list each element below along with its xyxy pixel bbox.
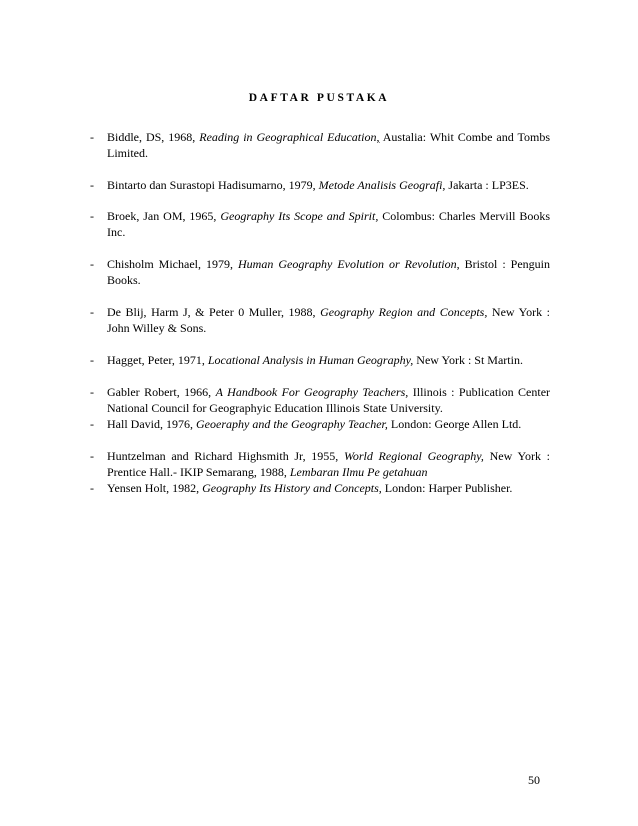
reference-text: London: George Allen Ltd. [387, 417, 522, 431]
reference-text: Gabler Robert, 1966, [107, 385, 216, 399]
list-dash: - [90, 353, 94, 367]
reference-text: Huntzelman and Richard Highsmith Jr, 1955, [107, 449, 344, 463]
reference-list [90, 129, 550, 496]
reference-item [90, 384, 550, 416]
reference-text: Colombus: Charles Mervill Books Inc. [107, 209, 550, 239]
reference-text: Hagget, Peter, 1971, [107, 353, 208, 367]
list-dash: - [90, 178, 94, 192]
reference-text: , Bristol : Penguin Books. [107, 257, 550, 287]
list-dash: - [90, 130, 94, 144]
reference-item [90, 256, 550, 288]
list-dash: - [90, 305, 94, 319]
reference-title: A Handbook For Geography Teachers, [215, 385, 409, 399]
list-dash: - [90, 209, 94, 223]
list-dash: - [90, 449, 94, 463]
reference-text: Bintarto dan Surastopi Hadisumarno, 1979, [107, 178, 319, 192]
reference-item [90, 448, 550, 480]
reference-title: Locational Analysis in Human Geography, [207, 353, 414, 367]
reference-title: Reading in Geographical Education [199, 130, 377, 144]
reference-text: Jakarta : LP3ES. [445, 178, 529, 192]
list-dash: - [90, 257, 94, 271]
reference-text: Hall David, 1976, [107, 417, 196, 431]
reference-title: Human Geography Evolution or Revolution [238, 257, 457, 271]
reference-item [90, 352, 550, 368]
reference-item [90, 416, 550, 432]
reference-text: Illinois : Publication Center National Council for Geographyic Education Illinois State University. [107, 385, 551, 415]
reference-text: New York : Prentice Hall.- IKIP Semarang, 1988, [107, 449, 550, 479]
reference-text: London: Harper Publisher. [381, 481, 513, 495]
reference-title: Geoeraphy and the Geography Teacher, [196, 417, 388, 431]
reference-item [90, 129, 550, 161]
reference-item [90, 480, 550, 496]
reference-title: Geography Region and Concepts, [320, 305, 488, 319]
reference-text: New York : John Willey & Sons. [107, 305, 551, 335]
reference-item [90, 304, 550, 336]
reference-title: World Regional Geography, [343, 449, 484, 463]
reference-text: , [376, 130, 380, 144]
reference-text: Broek, Jan OM, 1965, [107, 209, 221, 223]
reference-title: Metode Analisis Geografi, [318, 178, 446, 192]
reference-text: Chisholm Michael, 1979, [107, 257, 238, 271]
reference-title: Geography Its Scope and Spirit, [220, 209, 379, 223]
reference-text: Biddle, DS, 1968, [107, 130, 200, 144]
reference-item [90, 208, 550, 240]
reference-text: De Blij, Harm J, & Peter 0 Muller, 1988, [107, 305, 321, 319]
page-number: 50 [528, 773, 540, 787]
list-dash: - [90, 385, 94, 399]
reference-text: New York : St Martin. [413, 353, 523, 367]
list-dash: - [90, 417, 94, 431]
reference-text: Austalia: Whit Combe and Tombs Limited. [107, 130, 550, 160]
document-title: DAFTAR PUSTAKA [248, 92, 390, 104]
reference-title: Geography Its History and Concepts, [202, 481, 382, 495]
reference-text: Yensen Holt, 1982, [107, 481, 203, 495]
reference-title: Lembaran Ilmu Pe getahuan [289, 465, 428, 479]
reference-item [90, 177, 550, 193]
list-dash: - [90, 481, 94, 495]
